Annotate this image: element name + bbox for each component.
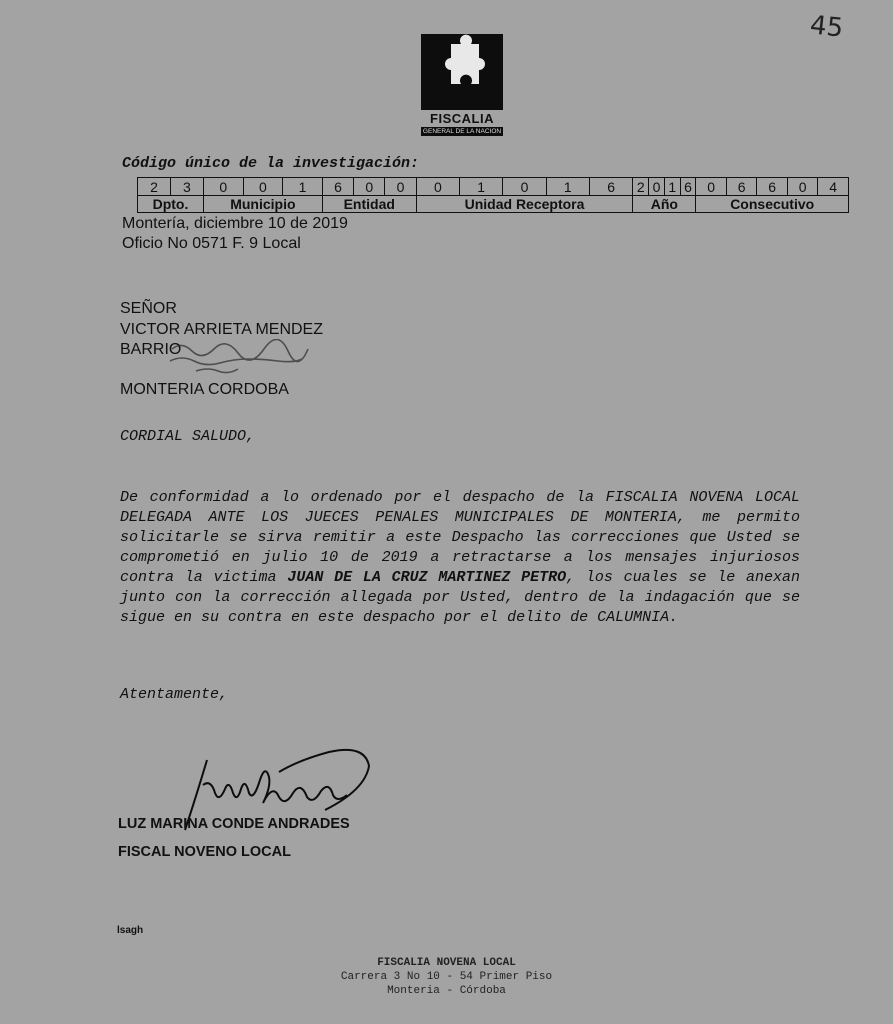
greeting: CORDIAL SALUDO, — [120, 428, 256, 445]
footer-city: Monteria - Córdoba — [387, 985, 506, 997]
investigation-code-table — [137, 177, 849, 213]
code-digit: 1 — [460, 178, 503, 196]
recipient-city: MONTERIA CORDOBA — [120, 381, 289, 398]
code-digit: 0 — [649, 178, 665, 196]
code-label-entidad: Entidad — [322, 196, 416, 213]
victim-name: JUAN DE LA CRUZ MARTINEZ PETRO — [287, 569, 567, 586]
place-date: Montería, diciembre 10 de 2019 — [122, 215, 348, 232]
code-digit: 0 — [416, 178, 459, 196]
closing: Atentamente, — [120, 686, 229, 703]
puzzle-piece-icon — [421, 34, 503, 110]
code-digit: 2 — [633, 178, 649, 196]
address-label: BARRIO — [120, 341, 182, 358]
code-digit: 0 — [243, 178, 283, 196]
code-digit: 0 — [354, 178, 385, 196]
logo-name: FISCALIA — [430, 111, 494, 126]
recipient-name: VICTOR ARRIETA MENDEZ — [120, 321, 323, 338]
signer-title: FISCAL NOVENO LOCAL — [118, 844, 291, 860]
oficio-number: Oficio No 0571 F. 9 Local — [122, 235, 301, 252]
code-digit: 1 — [283, 178, 323, 196]
recipient-salutation: SEÑOR — [120, 300, 177, 317]
typist-initials: lsagh — [117, 925, 144, 936]
code-digit: 0 — [787, 178, 817, 196]
code-digits-row — [138, 178, 849, 196]
footer-address: Carrera 3 No 10 - 54 Primer Piso — [340, 971, 553, 983]
code-label-municipio: Municipio — [203, 196, 322, 213]
page-number: 45 — [808, 10, 845, 44]
code-title: Código único de la investigación: — [122, 155, 420, 172]
code-digit: 6 — [589, 178, 632, 196]
redacted-address-scribble — [166, 339, 316, 375]
code-label-consecutivo: Consecutivo — [696, 196, 849, 213]
code-digit: 3 — [170, 178, 203, 196]
logo-subtitle: GENERAL DE LA NACION — [422, 128, 502, 135]
code-label-anio: Año — [633, 196, 696, 213]
recipient-address — [120, 341, 181, 359]
code-digit: 6 — [757, 178, 787, 196]
code-digit: 0 — [385, 178, 416, 196]
footer-office: FISCALIA NOVENA LOCAL — [377, 957, 516, 969]
code-digit: 6 — [726, 178, 756, 196]
code-label-unidad: Unidad Receptora — [416, 196, 633, 213]
code-digit: 6 — [322, 178, 353, 196]
code-digit: 6 — [680, 178, 696, 196]
signer-name: LUZ MARINA CONDE ANDRADES — [118, 816, 350, 832]
code-digit: 1 — [546, 178, 589, 196]
code-digit: 0 — [503, 178, 546, 196]
fiscalia-logo — [421, 34, 503, 110]
code-digit: 0 — [696, 178, 726, 196]
body-paragraph — [120, 488, 800, 628]
code-labels-row — [138, 196, 849, 213]
code-label-dpto: Dpto. — [138, 196, 204, 213]
code-digit: 0 — [203, 178, 243, 196]
code-digit: 4 — [818, 178, 849, 196]
body-text-part1: De conformidad a lo ordenado por el despacho de la FISCALIA NOVENA LOCAL DELEGADA ANTE LOS JUECES PENALES MUNICIPALES DE MONTERIA, me permito solicitarle se sirva remitir a este Despacho las correcciones que Usted se comprometió en julio 10 de 2019 a retractarse a los mensajes injuriosos contra la victima — [120, 489, 800, 586]
code-digit: 2 — [138, 178, 171, 196]
body-text-part2: , los cuales se le anexan junto con la corrección allegada por Usted, dentro de la indagación que se sigue en su contra en este despacho por el delito de CALUMNIA. — [120, 569, 800, 626]
code-digit: 1 — [664, 178, 680, 196]
